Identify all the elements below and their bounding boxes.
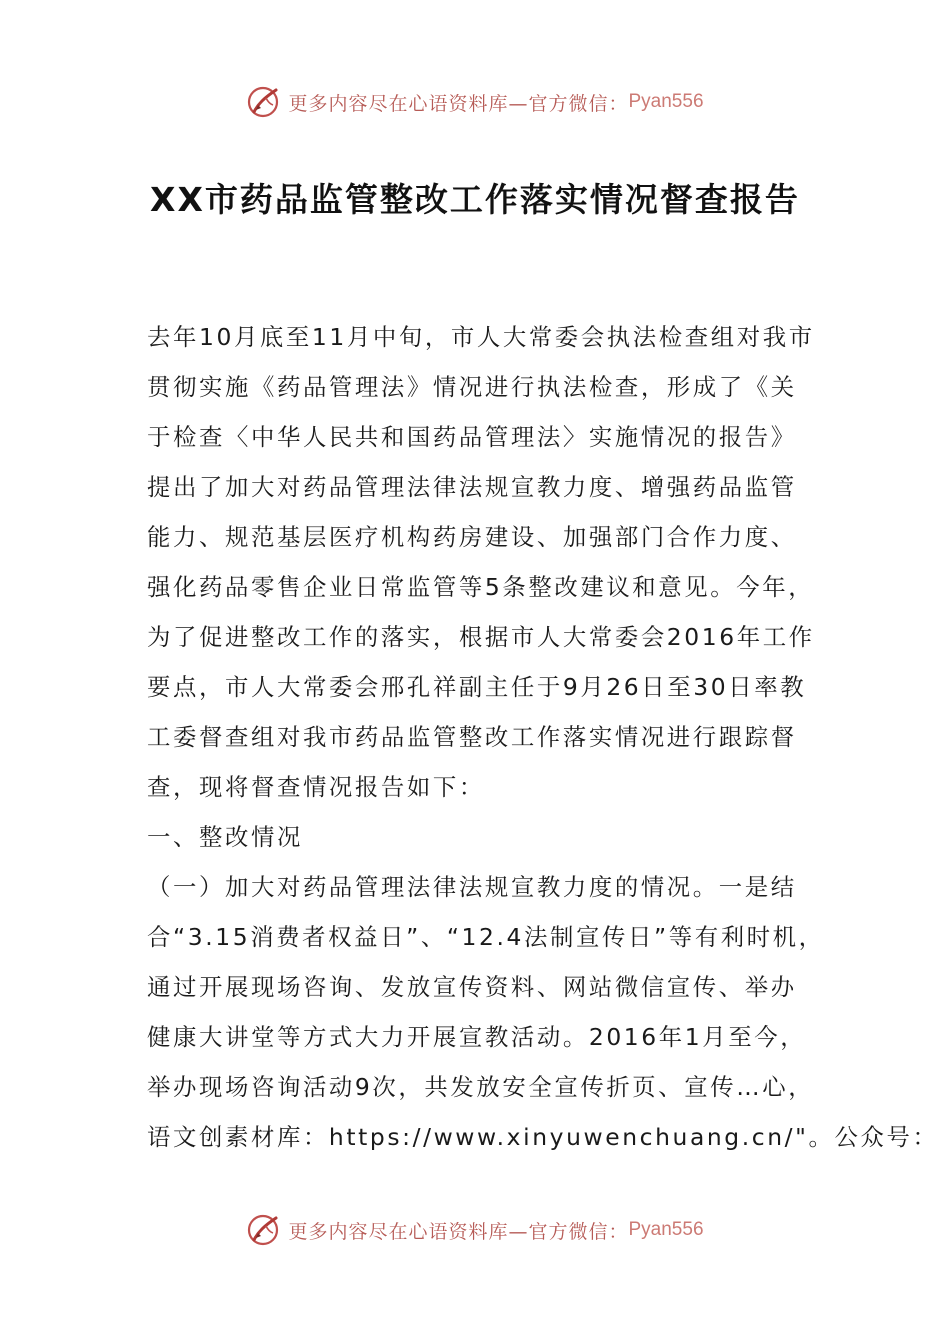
body-line: 能力、规范基层医疗机构药房建设、加强部门合作力度、 <box>147 523 797 551</box>
body-line: 合“3.15消费者权益日”、“12.4法制宣传日”等有利时机， <box>147 923 825 951</box>
watermark-text: 更多内容尽在心语资料库—官方微信： <box>288 92 629 115</box>
pen-logo-icon <box>246 84 282 120</box>
watermark-text: 更多内容尽在心语资料库—官方微信： <box>288 1220 629 1243</box>
wechat-id: Pyan556 <box>628 1219 704 1240</box>
watermark-banner-bottom <box>0 1210 950 1250</box>
body-line: 贯彻实施《药品管理法》情况进行执法检查，形成了《关 <box>147 373 797 401</box>
body-line: 举办现场咨询活动9次，共发放安全宣传折页、宣传…心， <box>147 1073 815 1101</box>
body-line: 通过开展现场咨询、发放宣传资料、网站微信宣传、举办 <box>147 973 797 1001</box>
body-line: 强化药品零售企业日常监管等5条整改建议和意见。今年， <box>147 573 815 601</box>
body-line: 语文创素材库：https://www.xinyuwenchuang.cn/"。公众号： <box>147 1123 939 1151</box>
pen-logo-icon <box>246 1212 282 1248</box>
body-line: 提出了加大对药品管理法律法规宣教力度、增强药品监管 <box>147 473 797 501</box>
body-line: （一）加大对药品管理法律法规宣教力度的情况。一是结 <box>147 873 797 901</box>
body-line: 要点，市人大常委会邢孔祥副主任于9月26日至30日率教 <box>147 673 807 701</box>
body-line: 为了促进整改工作的落实，根据市人大常委会2016年工作 <box>147 623 815 651</box>
watermark-banner-top <box>0 82 950 122</box>
body-line: 查，现将督查情况报告如下： <box>147 773 485 801</box>
body-line: 于检查〈中华人民共和国药品管理法〉实施情况的报告》 <box>147 423 797 451</box>
section-heading: 一、整改情况 <box>147 823 303 851</box>
body-line: 去年10月底至11月中旬，市人大常委会执法检查组对我市 <box>147 323 815 351</box>
document-body <box>147 312 939 1162</box>
wechat-id: Pyan556 <box>628 91 704 112</box>
body-line: 健康大讲堂等方式大力开展宣教活动。2016年1月至今， <box>147 1023 807 1051</box>
document-title: XX市药品监管整改工作落实情况督查报告 <box>150 180 800 219</box>
body-line: 工委督查组对我市药品监管整改工作落实情况进行跟踪督 <box>147 723 797 751</box>
